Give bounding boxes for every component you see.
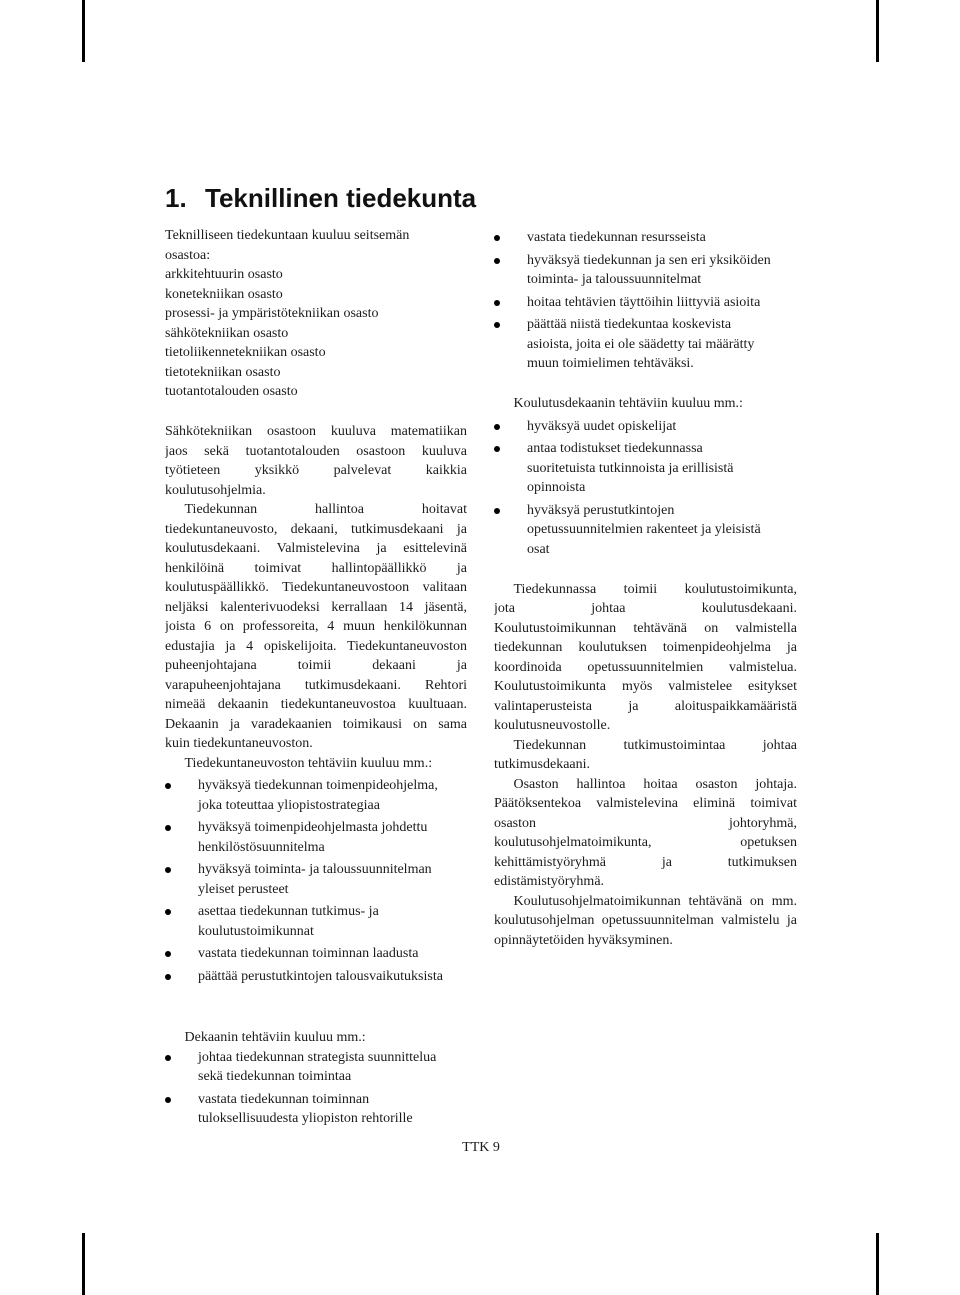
list-item-line: johtaa tiedekunnan strategista suunnittelua xyxy=(198,1049,437,1065)
bullet-icon xyxy=(165,1055,171,1061)
list-item xyxy=(494,417,797,437)
left-column xyxy=(165,226,467,986)
list-item-line: vastata tiedekunnan resursseista xyxy=(527,230,706,245)
bullet-icon xyxy=(494,508,500,514)
dean-duties-list xyxy=(165,1048,467,1129)
crop-mark xyxy=(82,0,85,62)
dean-duties-heading: Dekaanin tehtäviin kuuluu mm.: xyxy=(184,1030,366,1046)
department-list xyxy=(165,265,467,402)
faculty-intro-paragraph xyxy=(165,226,467,265)
list-item-line: hyväksyä uudet opiskelijat xyxy=(527,418,677,434)
list-item xyxy=(165,1048,467,1087)
bullet-icon xyxy=(494,424,500,430)
paragraph-line: Dekaanin ja varadekaanien toimikausi on sama xyxy=(165,716,467,732)
list-item xyxy=(165,776,467,815)
department-item: arkkitehtuurin osasto xyxy=(165,267,283,283)
list-item-line: toiminta- ja taloussuunnitelmat xyxy=(527,272,702,287)
council-duties-list xyxy=(165,776,467,986)
bullet-icon xyxy=(494,235,500,241)
page-heading xyxy=(165,182,476,214)
council-duties-heading-block xyxy=(165,754,467,774)
department-item: konetekniikan osasto xyxy=(165,286,283,302)
list-item-line: hyväksyä tiedekunnan ja sen eri yksiköiden xyxy=(527,252,771,268)
department-item: tuotantotalouden osasto xyxy=(165,384,298,400)
paragraph-line: tiedekunnan koulutuksen toimenpideohjelma ja xyxy=(494,640,797,655)
paragraph-line: Tiedekunnassa toimii koulutustoimikunta, xyxy=(513,581,797,597)
bullet-icon xyxy=(165,867,171,873)
paragraph-line: nimeää dekaanin tiedekuntaneuvostoa kuultuaan. xyxy=(165,697,467,713)
paragraph-line: tutkimusdekaani. xyxy=(494,757,591,772)
list-item-line: päättää niistä tiedekuntaa koskevista xyxy=(527,317,732,332)
list-item-line: asettaa tiedekunnan tutkimus- ja xyxy=(198,904,379,920)
paragraph-line: neljäksi kalenterivuodeksi kerrallaan 14 jäsentä, xyxy=(165,599,467,615)
list-item-line: henkilöstösuunnitelma xyxy=(198,839,325,855)
paragraph-line: kuin tiedekuntaneuvoston. xyxy=(165,736,313,752)
crop-mark xyxy=(82,1233,85,1295)
paragraph-line: osastoa: xyxy=(165,247,211,263)
council-duties-heading: Tiedekuntaneuvoston tehtäviin kuuluu mm.: xyxy=(184,755,433,771)
heading-title: Teknillinen tiedekunta xyxy=(205,183,477,213)
list-item-line: hyväksyä toiminta- ja taloussuunnitelman xyxy=(198,862,432,878)
paragraph-line: Koulutustoimikunta myös valmistelee esitykset xyxy=(494,679,797,694)
list-item-line: suoritetuista tutkinnoista ja erillisistä xyxy=(527,460,734,476)
page-number: TTK 9 xyxy=(462,1140,500,1155)
list-item xyxy=(494,293,797,313)
department-item: tietotekniikan osasto xyxy=(165,364,281,380)
paragraph-line: tiedekuntaneuvosto, dekaani, tutkimusdekaani ja xyxy=(165,521,467,537)
bullet-icon xyxy=(165,783,171,789)
list-item-line: vastata tiedekunnan toiminnan xyxy=(198,1091,370,1107)
paragraph-line: koordinoida opetussuunnitelmien valmistelua. xyxy=(494,659,797,675)
paragraph-line: kehittämistyöryhmä ja tutkimuksen xyxy=(494,854,797,870)
list-item-line: antaa todistukset tiedekunnassa xyxy=(527,441,703,456)
bullet-icon xyxy=(165,909,171,915)
list-item xyxy=(165,818,467,857)
department-item: tietoliikennetekniikan osasto xyxy=(165,345,326,361)
list-item xyxy=(165,967,467,987)
list-item-line: tuloksellisuudesta yliopiston rehtorille xyxy=(198,1111,413,1127)
list-item-line: hyväksyä toimenpideohjelmasta johdettu xyxy=(198,820,428,836)
bullet-icon xyxy=(165,974,171,980)
paragraph-line: varapuheenjohtajana tutkimusdekaani. Rehtori xyxy=(165,677,467,693)
paragraph-line: Osaston hallintoa hoitaa osaston johtaja. xyxy=(513,776,797,792)
council-duties-list-continued xyxy=(494,228,797,374)
list-item-line: yleiset perusteet xyxy=(198,881,289,897)
paragraph-line: koulutusneuvostolle. xyxy=(494,718,611,733)
paragraph-line: Sähkötekniikan osastoon kuuluva matematiikan xyxy=(165,424,467,440)
bullet-icon xyxy=(165,1097,171,1103)
paragraph-line: jota johtaa koulutusdekaani. xyxy=(494,601,797,616)
blank-line xyxy=(494,559,797,580)
list-item xyxy=(494,251,797,290)
paragraph-line: koulutusdekaani. Valmistelevina ja esittelevinä xyxy=(165,541,467,557)
list-item-line: asioista, joita ei ole säädetty tai määrätty xyxy=(527,336,755,352)
paragraph-line: valintaperusteista ja aloituspaikkamääristä xyxy=(494,698,797,714)
paragraph-line: edistämistyöryhmä. xyxy=(494,874,605,889)
programme-committee-paragraph xyxy=(494,892,797,951)
list-item xyxy=(494,439,797,498)
bullet-icon xyxy=(165,951,171,957)
list-item xyxy=(165,944,467,964)
list-item xyxy=(165,902,467,941)
paragraph-line: osaston johtoryhmä, xyxy=(494,815,797,831)
paragraph-line: henkilöinä toimivat hallintopäällikkö ja xyxy=(165,560,467,576)
paragraph-line: Teknilliseen tiedekuntaan kuuluu seitsemän xyxy=(165,228,410,244)
list-item-line: vastata tiedekunnan toiminnan laadusta xyxy=(198,946,419,962)
paragraph-line: Koulutustoimikunnan tehtävänä on valmistella xyxy=(494,620,797,636)
heading-number: 1. xyxy=(165,183,187,213)
blank-line xyxy=(165,402,467,423)
department-item: sähkötekniikan osasto xyxy=(165,325,289,341)
paragraph-line: koulutusohjelmatoimikunta, opetuksen xyxy=(494,835,797,850)
department-administration-paragraph xyxy=(494,775,797,892)
paragraph-line: Tiedekunnan hallintoa hoitavat xyxy=(184,502,467,518)
list-item-line: opinnoista xyxy=(527,480,586,495)
list-item-line: koulutustoimikunnat xyxy=(198,923,314,939)
paragraph-line: Koulutusohjelmatoimikunnan tehtävänä on mm. xyxy=(513,893,797,909)
list-item-line: opetussuunnitelmien rakenteet ja yleisistä xyxy=(527,522,761,537)
shared-units-paragraph xyxy=(165,422,467,500)
paragraph-line: Päätöksentekoa valmistelevina eliminä toimivat xyxy=(494,796,797,811)
administration-paragraph xyxy=(165,500,467,754)
department-item: prosessi- ja ympäristötekniikan osasto xyxy=(165,306,379,322)
list-item xyxy=(165,1090,467,1129)
paragraph-line: työtieteen yksikkö palvelevat kaikkia xyxy=(165,463,467,479)
education-dean-duties-heading: Koulutusdekaanin tehtäviin kuuluu mm.: xyxy=(513,396,743,411)
paragraph-line: opinnäytetöiden hyväksyminen. xyxy=(494,932,673,948)
education-dean-duties-list xyxy=(494,417,797,560)
list-item-line: hyväksyä tiedekunnan toimenpideohjelma, xyxy=(198,778,438,794)
paragraph-line: koulutusohjelman opetussuunnitelman valmistelu ja xyxy=(494,913,797,928)
list-item-line: sekä tiedekunnan toimintaa xyxy=(198,1069,352,1085)
list-item xyxy=(494,315,797,374)
bullet-icon xyxy=(165,825,171,831)
bullet-icon xyxy=(494,446,500,452)
list-item xyxy=(494,501,797,560)
list-item-line: muun toimielimen tehtäväksi. xyxy=(527,356,694,371)
paragraph-line: edustajia ja 4 opiskelijoita. Tiedekuntaneuvoston xyxy=(165,638,467,654)
paragraph-line: Tiedekunnan tutkimustoimintaa johtaa xyxy=(513,737,797,753)
crop-mark xyxy=(876,1233,879,1295)
list-item xyxy=(165,860,467,899)
dean-duties-heading-block xyxy=(165,1028,467,1048)
dean-duties-section xyxy=(165,1028,467,1129)
paragraph-line: jaos sekä tuotantotalouden osastoon kuuluva xyxy=(165,443,467,459)
bullet-icon xyxy=(494,258,500,264)
list-item-line: osat xyxy=(527,541,550,557)
list-item xyxy=(494,228,797,248)
list-item-line: hoitaa tehtävien täyttöihin liittyviä asioita xyxy=(527,294,761,310)
right-column xyxy=(494,225,797,950)
research-leadership-paragraph xyxy=(494,736,797,775)
list-item-line: joka toteuttaa yliopistostrategiaa xyxy=(198,797,380,813)
list-item-line: päättää perustutkintojen talousvaikutuksista xyxy=(198,968,443,984)
blank-line xyxy=(494,374,797,395)
education-committee-paragraph xyxy=(494,580,797,736)
paragraph-line: koulutusohjelmia. xyxy=(165,482,266,498)
paragraph-line: joista 6 on professoreita, 4 muun henkilökunnan xyxy=(165,619,467,635)
bullet-icon xyxy=(494,322,500,328)
bullet-icon xyxy=(494,300,500,306)
crop-mark xyxy=(876,0,879,62)
paragraph-line: puheenjohtajana toimii dekaani ja xyxy=(165,658,467,674)
paragraph-line: koulutuspäällikkö. Tiedekuntaneuvostoon valitaan xyxy=(165,580,467,596)
education-dean-heading-block xyxy=(494,394,797,414)
list-item-line: hyväksyä perustutkintojen xyxy=(527,502,675,518)
